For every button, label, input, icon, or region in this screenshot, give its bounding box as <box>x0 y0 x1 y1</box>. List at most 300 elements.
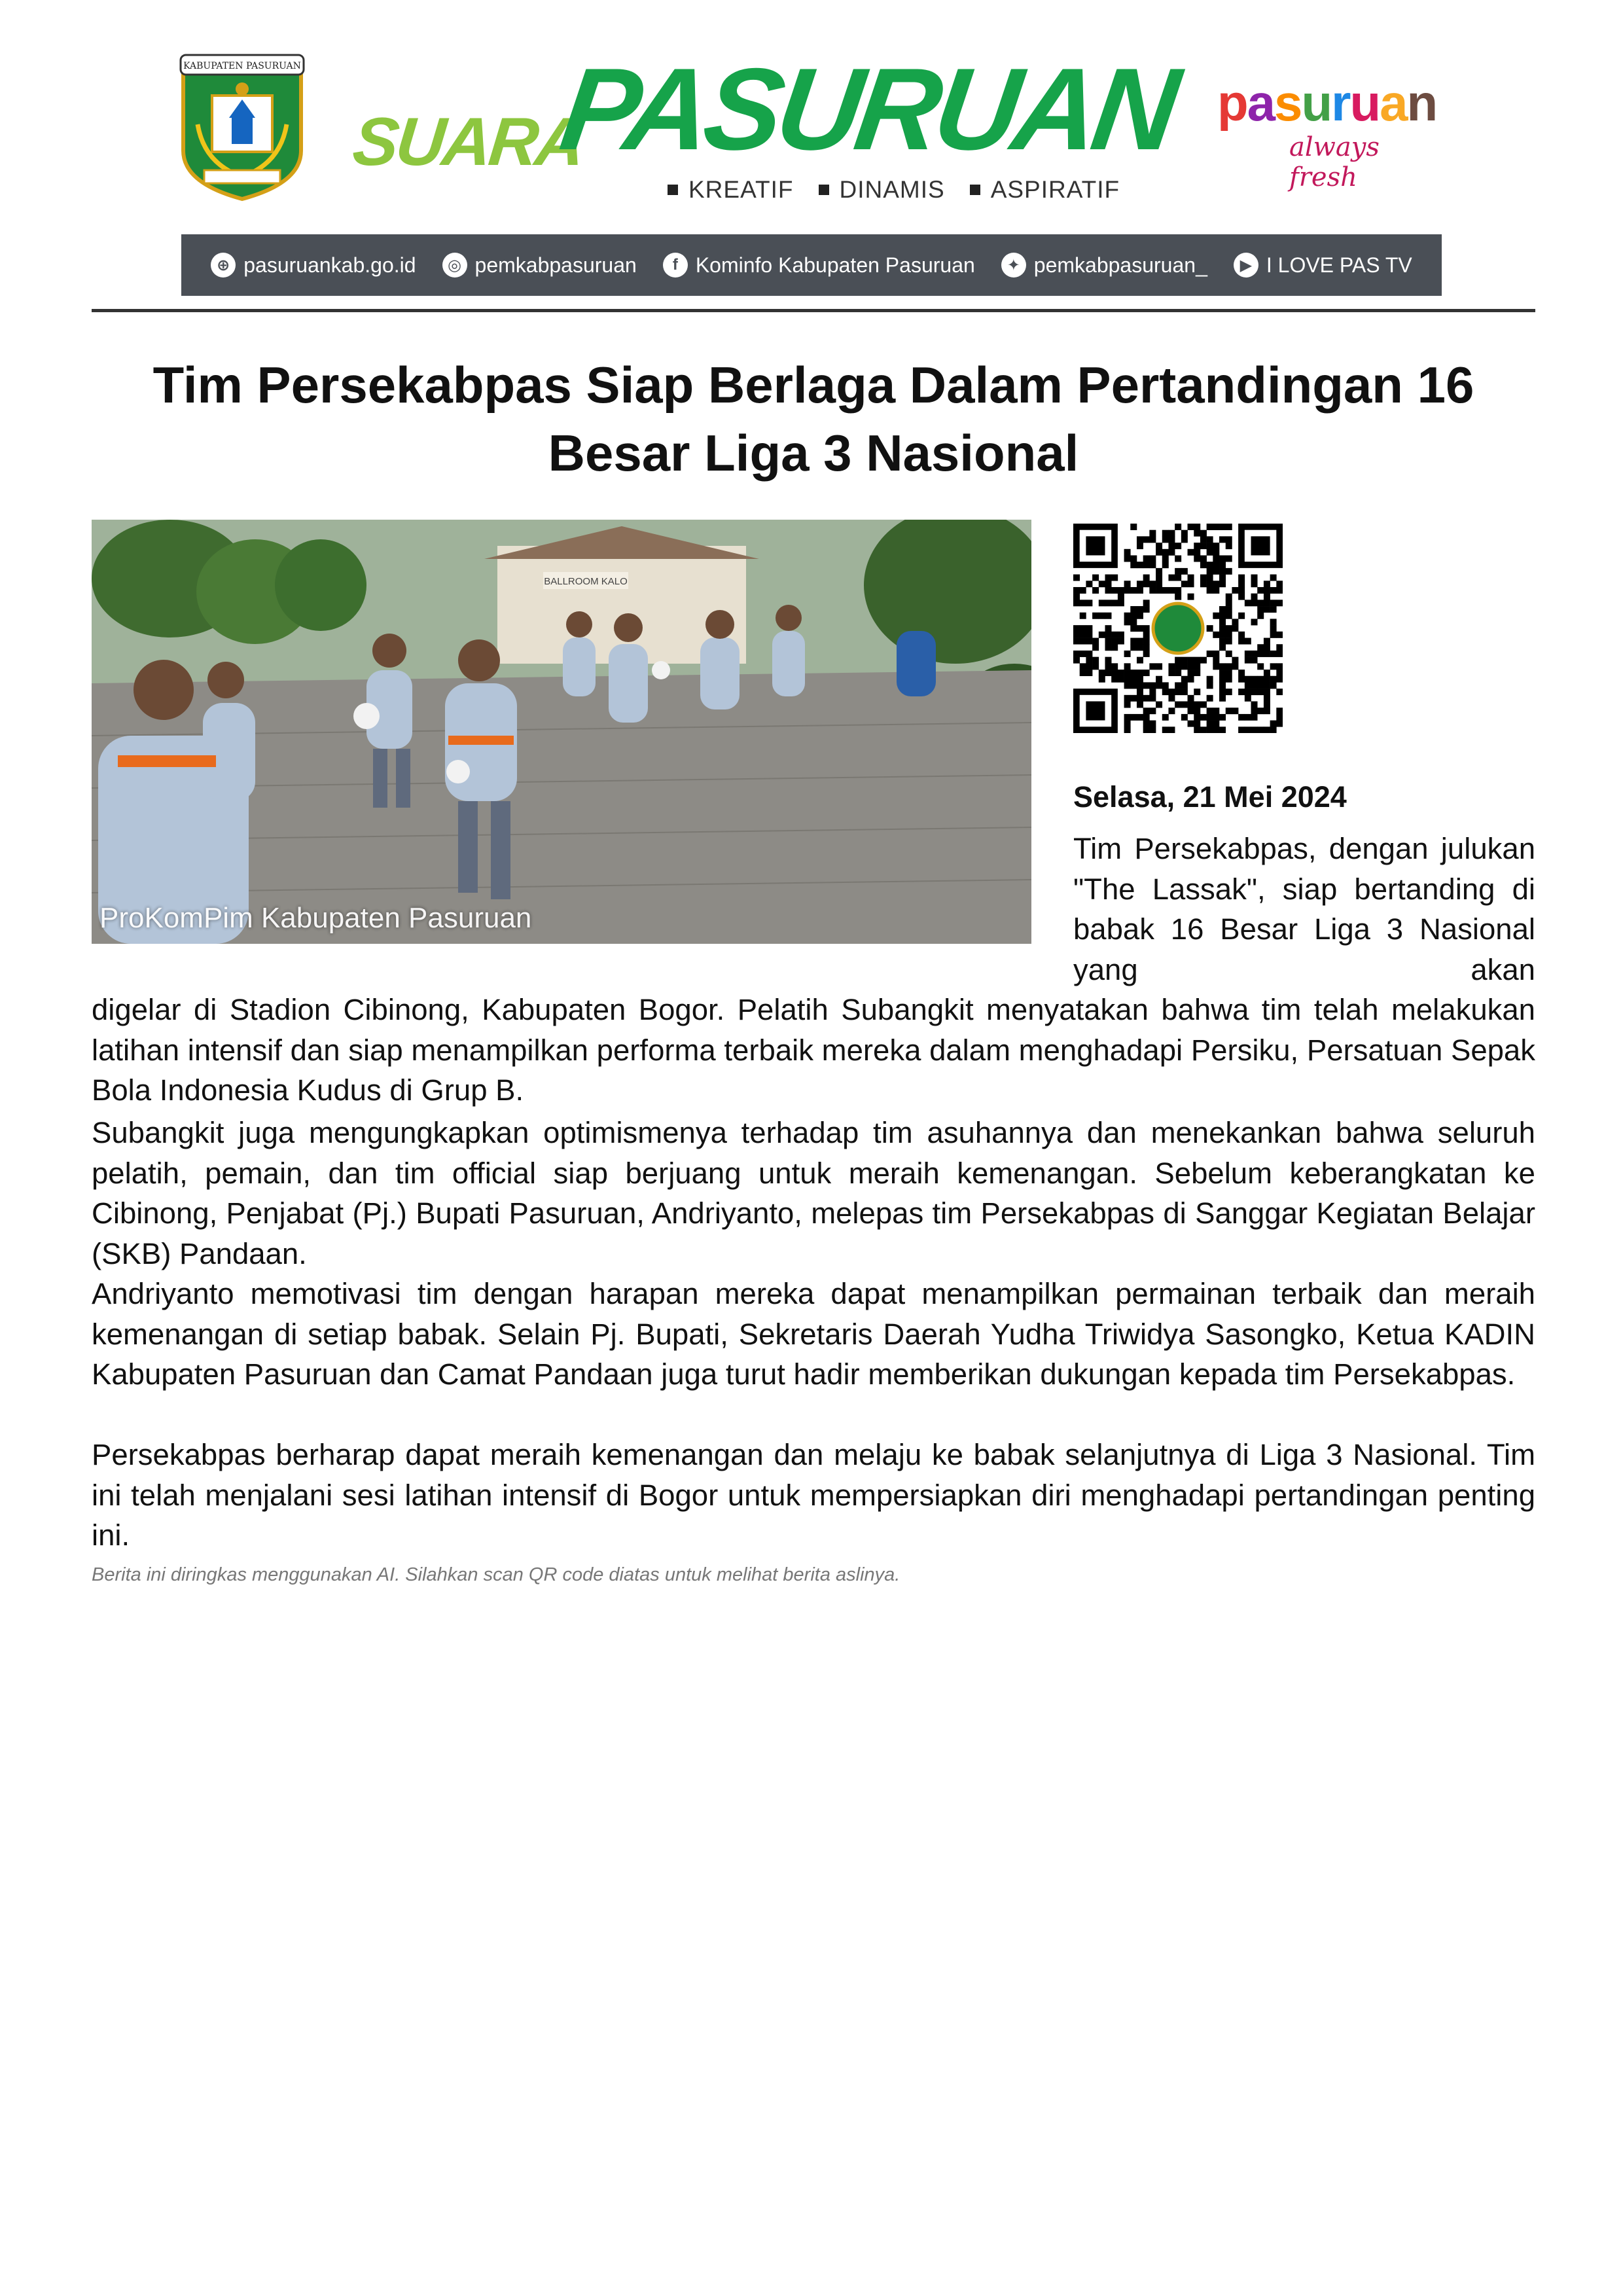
qr-module <box>1238 632 1245 638</box>
qr-module <box>1226 524 1232 530</box>
qr-module <box>1175 702 1181 708</box>
qr-module <box>1143 600 1150 606</box>
qr-module <box>1213 543 1219 549</box>
qr-module <box>1194 657 1200 664</box>
qr-module <box>1251 594 1258 600</box>
qr-module <box>1219 613 1226 619</box>
qr-module <box>1168 689 1175 695</box>
qr-module <box>1245 638 1251 645</box>
qr-module <box>1245 676 1251 683</box>
qr-module <box>1264 676 1270 683</box>
paragraph-2: Subangkit juga mengungkapkan optimismenya terhadap tim asuhannya dan menekankan bahwa seluruh pelatih, pemain, dan tim official siap berjuang untuk meraih kemenangan. Sebelum keberangkatan ke Cibinong, Penjabat (Pj.) Bupati Pasuruan, Andriyanto, melepas tim Persekabpas di Sanggar Kegiatan Belajar (SKB) Pandaan. <box>92 1116 1535 1270</box>
qr-module <box>1270 587 1277 594</box>
qr-module <box>1270 726 1277 733</box>
qr-module <box>1156 543 1162 549</box>
qr-module <box>1219 689 1226 695</box>
qr-module <box>1226 663 1232 670</box>
tagline <box>668 175 1178 204</box>
social-label: pemkabpasuruan <box>474 253 637 277</box>
qr-module <box>1118 632 1124 638</box>
qr-module <box>1200 726 1207 733</box>
qr-module <box>1238 594 1245 600</box>
qr-module <box>1137 670 1143 676</box>
qr-module <box>1175 657 1181 664</box>
qr-module <box>1276 644 1283 651</box>
qr-module <box>1137 613 1143 619</box>
header-divider <box>92 309 1535 312</box>
square-bullet-icon <box>819 185 829 195</box>
qr-module <box>1276 600 1283 606</box>
qr-module <box>1137 644 1143 651</box>
tagline-item: ASPIRATIF <box>970 176 1120 204</box>
qr-module <box>1168 726 1175 733</box>
qr-module <box>1238 726 1245 733</box>
qr-module <box>1238 613 1245 619</box>
qr-module <box>1181 689 1188 695</box>
qr-module <box>1162 536 1169 543</box>
qr-module <box>1105 625 1111 632</box>
qr-module <box>1124 721 1131 727</box>
title-line-1: Tim Persekabpas Siap Berlaga Dalam Pertandingan 16 <box>152 356 1474 414</box>
qr-module <box>1270 575 1277 581</box>
qr-module <box>1238 676 1245 683</box>
qr-finder-pattern <box>1086 702 1105 721</box>
qr-module <box>1219 670 1226 676</box>
qr-module <box>1080 651 1086 657</box>
qr-module <box>1194 549 1200 556</box>
qr-module <box>1118 638 1124 645</box>
qr-module <box>1086 657 1092 664</box>
qr-module <box>1257 682 1264 689</box>
qr-module <box>1149 689 1156 695</box>
qr-module <box>1276 587 1283 594</box>
qr-center-crest-icon <box>1153 603 1203 653</box>
qr-module <box>1238 638 1245 645</box>
qr-module <box>1118 587 1124 594</box>
qr-module <box>1219 524 1226 530</box>
qr-module <box>1188 676 1194 683</box>
qr-module <box>1213 562 1219 568</box>
qr-module <box>1238 689 1245 695</box>
qr-module <box>1188 695 1194 702</box>
qr-module <box>1168 587 1175 594</box>
qr-module <box>1226 689 1232 695</box>
qr-module <box>1232 619 1238 625</box>
square-bullet-icon <box>668 185 678 195</box>
qr-module <box>1213 555 1219 562</box>
qr-module <box>1219 625 1226 632</box>
qr-module <box>1073 657 1080 664</box>
qr-module <box>1207 562 1213 568</box>
qr-module <box>1226 670 1232 676</box>
tourism-logo-sub: always fresh <box>1289 132 1380 192</box>
qr-module <box>1238 714 1245 721</box>
qr-module <box>1149 587 1156 594</box>
qr-module <box>1080 625 1086 632</box>
suara-pasuruan-logo <box>347 44 1182 180</box>
qr-module <box>1124 587 1131 594</box>
qr-module <box>1092 613 1099 619</box>
qr-module <box>1099 600 1105 606</box>
qr-module <box>1137 581 1143 587</box>
qr-module <box>1245 657 1251 664</box>
qr-module <box>1137 536 1143 543</box>
qr-code[interactable] <box>1073 524 1283 733</box>
qr-module <box>1264 594 1270 600</box>
qr-module <box>1086 638 1092 645</box>
qr-module <box>1124 581 1131 587</box>
qr-module <box>1124 663 1131 670</box>
globe-icon: ⊕ <box>211 253 236 278</box>
qr-module <box>1162 682 1169 689</box>
qr-module <box>1200 530 1207 537</box>
qr-module <box>1137 695 1143 702</box>
qr-module <box>1251 600 1258 606</box>
qr-module <box>1181 657 1188 664</box>
qr-module <box>1143 536 1150 543</box>
qr-module <box>1219 726 1226 733</box>
qr-module <box>1276 663 1283 670</box>
qr-module <box>1105 613 1111 619</box>
qr-module <box>1213 524 1219 530</box>
qr-module <box>1130 619 1137 625</box>
qr-module <box>1264 644 1270 651</box>
qr-module <box>1207 676 1213 683</box>
qr-module <box>1130 670 1137 676</box>
qr-module <box>1226 632 1232 638</box>
qr-module <box>1175 575 1181 581</box>
qr-module <box>1270 721 1277 727</box>
qr-module <box>1168 536 1175 543</box>
tourism-logo-word: pasuruan <box>1217 74 1437 132</box>
qr-module <box>1194 543 1200 549</box>
qr-module <box>1168 708 1175 714</box>
qr-module <box>1086 625 1092 632</box>
qr-module <box>1232 587 1238 594</box>
qr-module <box>1251 651 1258 657</box>
qr-module <box>1162 549 1169 556</box>
qr-module <box>1238 587 1245 594</box>
qr-module <box>1137 682 1143 689</box>
qr-module <box>1181 663 1188 670</box>
qr-module <box>1238 575 1245 581</box>
qr-module <box>1270 632 1277 638</box>
qr-module <box>1162 530 1169 537</box>
qr-module <box>1264 651 1270 657</box>
qr-module <box>1099 632 1105 638</box>
qr-finder-pattern <box>1086 536 1105 555</box>
qr-module <box>1200 657 1207 664</box>
qr-module <box>1264 708 1270 714</box>
qr-module <box>1130 606 1137 613</box>
qr-module <box>1181 536 1188 543</box>
qr-module <box>1213 632 1219 638</box>
facebook-icon: f <box>663 253 688 278</box>
qr-module <box>1092 657 1099 664</box>
article-photo <box>92 520 1031 944</box>
qr-module <box>1175 689 1181 695</box>
qr-module <box>1124 714 1131 721</box>
qr-module <box>1226 606 1232 613</box>
qr-module <box>1156 568 1162 575</box>
qr-module <box>1188 549 1194 556</box>
qr-module <box>1105 600 1111 606</box>
kabupaten-pasuruan-crest <box>178 52 306 202</box>
qr-module <box>1207 536 1213 543</box>
qr-module <box>1226 594 1232 600</box>
social-link-facebook[interactable] <box>663 253 975 278</box>
qr-module <box>1105 581 1111 587</box>
qr-module <box>1207 651 1213 657</box>
qr-module <box>1213 657 1219 664</box>
qr-module <box>1181 530 1188 537</box>
qr-module <box>1130 625 1137 632</box>
qr-module <box>1149 555 1156 562</box>
social-links-bar <box>181 234 1442 296</box>
qr-module <box>1168 543 1175 549</box>
qr-module <box>1207 543 1213 549</box>
qr-module <box>1111 575 1118 581</box>
qr-module <box>1251 689 1258 695</box>
qr-module <box>1073 594 1080 600</box>
qr-module <box>1143 575 1150 581</box>
qr-module <box>1143 581 1150 587</box>
qr-module <box>1175 587 1181 594</box>
qr-module <box>1194 689 1200 695</box>
social-link-instagram[interactable] <box>442 253 637 278</box>
social-label: pemkabpasuruan_ <box>1033 253 1207 277</box>
qr-module <box>1168 530 1175 537</box>
qr-module <box>1226 600 1232 606</box>
social-link-website[interactable] <box>211 253 416 278</box>
qr-module <box>1200 702 1207 708</box>
tagline-item: DINAMIS <box>819 176 945 204</box>
qr-module <box>1162 555 1169 562</box>
photo-watermark: ProKomPim Kabupaten Pasuruan <box>99 902 532 934</box>
qr-module <box>1105 644 1111 651</box>
qr-module <box>1213 613 1219 619</box>
qr-module <box>1276 670 1283 676</box>
qr-module <box>1276 708 1283 714</box>
qr-module <box>1200 543 1207 549</box>
qr-module <box>1118 600 1124 606</box>
qr-module <box>1111 644 1118 651</box>
paragraph-1-continued: digelar di Stadion Cibinong, Kabupaten Bogor. Pelatih Subangkit menyatakan bahwa tim telah melakukan latihan intensif dan siap menampilkan performa terbaik mereka dalam menghadapi Persiku, Persatuan Sepak Bola Indonesia Kudus di Grup B. <box>92 993 1535 1107</box>
pasuruan-always-fresh-logo <box>1217 74 1453 192</box>
qr-module <box>1207 708 1213 714</box>
qr-module <box>1111 632 1118 638</box>
qr-module <box>1175 594 1181 600</box>
social-link-twitter[interactable] <box>1001 253 1207 278</box>
qr-module <box>1188 702 1194 708</box>
qr-module <box>1175 555 1181 562</box>
paragraph-1-start: Tim Persekabpas, dengan julukan "The Lassak", siap bertanding di babak 16 Besar Liga 3 Nasional yang akan <box>1073 832 1535 986</box>
qr-module <box>1181 581 1188 587</box>
qr-module <box>1137 657 1143 664</box>
square-bullet-icon <box>970 185 980 195</box>
qr-module <box>1149 562 1156 568</box>
qr-module <box>1092 587 1099 594</box>
qr-module <box>1086 670 1092 676</box>
qr-module <box>1143 670 1150 676</box>
qr-module <box>1181 568 1188 575</box>
qr-module <box>1245 726 1251 733</box>
qr-module <box>1149 530 1156 537</box>
qr-module <box>1226 555 1232 562</box>
qr-module <box>1080 663 1086 670</box>
qr-module <box>1188 670 1194 676</box>
qr-module <box>1143 555 1150 562</box>
qr-module <box>1194 714 1200 721</box>
qr-module <box>1143 721 1150 727</box>
qr-module <box>1219 606 1226 613</box>
qr-module <box>1226 568 1232 575</box>
qr-module <box>1276 721 1283 727</box>
qr-module <box>1213 651 1219 657</box>
qr-module <box>1257 663 1264 670</box>
qr-module <box>1124 651 1131 657</box>
qr-module <box>1238 670 1245 676</box>
qr-module <box>1207 726 1213 733</box>
qr-module <box>1257 708 1264 714</box>
qr-module <box>1086 651 1092 657</box>
qr-module <box>1219 575 1226 581</box>
qr-module <box>1270 651 1277 657</box>
qr-module <box>1245 651 1251 657</box>
qr-module <box>1251 676 1258 683</box>
qr-module <box>1194 663 1200 670</box>
qr-module <box>1143 562 1150 568</box>
qr-module <box>1092 663 1099 670</box>
ai-summary-footnote: Berita ini diringkas menggunakan AI. Silahkan scan QR code diatas untuk melihat berita aslinya. <box>92 1564 901 1585</box>
qr-module <box>1156 663 1162 670</box>
qr-module <box>1219 568 1226 575</box>
qr-module <box>1130 562 1137 568</box>
qr-module <box>1143 708 1150 714</box>
qr-module <box>1213 581 1219 587</box>
qr-module <box>1137 676 1143 683</box>
qr-module <box>1175 670 1181 676</box>
qr-module <box>1219 638 1226 645</box>
qr-module <box>1073 651 1080 657</box>
qr-module <box>1276 632 1283 638</box>
qr-module <box>1073 625 1080 632</box>
qr-module <box>1086 600 1092 606</box>
qr-module <box>1188 663 1194 670</box>
qr-module <box>1213 726 1219 733</box>
qr-module <box>1194 530 1200 537</box>
qr-module <box>1264 702 1270 708</box>
qr-module <box>1219 682 1226 689</box>
qr-module <box>1276 689 1283 695</box>
qr-module <box>1257 726 1264 733</box>
qr-module <box>1130 524 1137 530</box>
qr-module <box>1264 670 1270 676</box>
qr-module <box>1257 606 1264 613</box>
qr-module <box>1251 726 1258 733</box>
qr-module <box>1086 663 1092 670</box>
qr-module <box>1168 695 1175 702</box>
qr-module <box>1200 575 1207 581</box>
qr-module <box>1207 587 1213 594</box>
qr-module <box>1207 721 1213 727</box>
qr-module <box>1257 689 1264 695</box>
qr-module <box>1200 581 1207 587</box>
qr-module <box>1213 587 1219 594</box>
qr-module <box>1111 670 1118 676</box>
qr-module <box>1213 568 1219 575</box>
qr-module <box>1143 606 1150 613</box>
social-link-youtube[interactable] <box>1234 253 1412 278</box>
qr-module <box>1156 587 1162 594</box>
qr-module <box>1270 663 1277 670</box>
qr-module <box>1118 594 1124 600</box>
qr-module <box>1130 682 1137 689</box>
qr-module <box>1111 663 1118 670</box>
qr-module <box>1194 721 1200 727</box>
qr-module <box>1156 682 1162 689</box>
qr-module <box>1149 721 1156 727</box>
instagram-icon: ◎ <box>442 253 467 278</box>
qr-module <box>1143 625 1150 632</box>
qr-module <box>1226 625 1232 632</box>
qr-module <box>1270 606 1277 613</box>
qr-module <box>1175 568 1181 575</box>
qr-module <box>1143 726 1150 733</box>
qr-module <box>1105 657 1111 664</box>
qr-module <box>1226 638 1232 645</box>
qr-module <box>1124 613 1131 619</box>
qr-module <box>1073 575 1080 581</box>
qr-module <box>1080 613 1086 619</box>
qr-module <box>1118 670 1124 676</box>
qr-module <box>1207 581 1213 587</box>
qr-module <box>1226 536 1232 543</box>
qr-module <box>1188 594 1194 600</box>
article-date: Selasa, 21 Mei 2024 <box>1073 780 1347 814</box>
qr-module <box>1245 682 1251 689</box>
qr-module <box>1207 625 1213 632</box>
qr-module <box>1251 714 1258 721</box>
qr-module <box>1124 549 1131 556</box>
qr-module <box>1162 726 1169 733</box>
qr-module <box>1143 638 1150 645</box>
qr-module <box>1181 702 1188 708</box>
qr-module <box>1105 638 1111 645</box>
qr-module <box>1194 702 1200 708</box>
photo-building-sign: BALLROOM KALO <box>544 576 628 587</box>
qr-module <box>1111 638 1118 645</box>
twitter-icon: ✦ <box>1001 253 1026 278</box>
qr-module <box>1130 714 1137 721</box>
qr-module <box>1086 581 1092 587</box>
qr-module <box>1213 721 1219 727</box>
qr-module <box>1137 562 1143 568</box>
qr-module <box>1276 651 1283 657</box>
qr-module <box>1276 581 1283 587</box>
qr-module <box>1137 702 1143 708</box>
qr-module <box>1073 632 1080 638</box>
qr-module <box>1111 676 1118 683</box>
qr-module <box>1226 676 1232 683</box>
qr-module <box>1124 682 1131 689</box>
crest-label: KABUPATEN PASURUAN <box>183 61 301 71</box>
qr-module <box>1092 638 1099 645</box>
qr-module <box>1099 613 1105 619</box>
qr-module <box>1238 581 1245 587</box>
qr-module <box>1149 726 1156 733</box>
qr-module <box>1181 714 1188 721</box>
